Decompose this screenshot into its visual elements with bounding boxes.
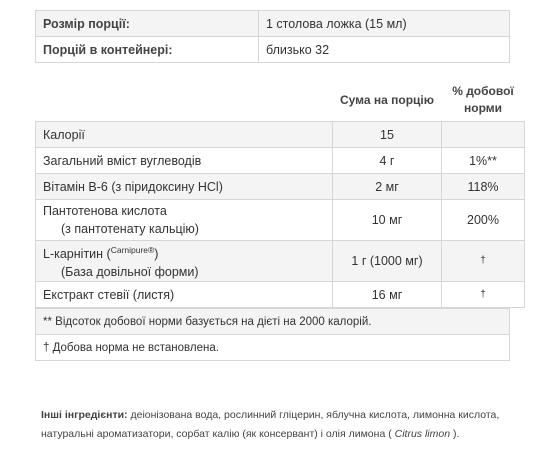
nutrient-dv: †: [442, 241, 525, 282]
nutrient-amount: 2 мг: [333, 174, 442, 200]
servings-per-container-row: [36, 37, 510, 63]
nutrient-row-stevia: [36, 282, 525, 308]
ingredients-end: ).: [452, 428, 460, 440]
nutrient-row-carbohydrates: [36, 148, 525, 174]
nutrient-name: Пантотенова кислота: [43, 204, 167, 218]
nutrition-header-row: [36, 79, 525, 122]
serving-size-row: [36, 11, 510, 37]
nutrient-dv: †: [442, 282, 525, 308]
nutrient-name-cell: [36, 241, 333, 282]
nutrient-source: (з пантотенату кальцію): [61, 222, 199, 236]
serving-size-value: 1 столова ложка (15 мл): [259, 11, 510, 37]
nutrient-name: Екстракт стевії (листя): [36, 282, 333, 308]
footnotes-table: [35, 308, 510, 361]
nutrient-dv: 1%**: [442, 148, 525, 174]
footnote-row: [36, 309, 510, 335]
nutrient-name-cell: [36, 200, 333, 241]
ingredients-text: деіонізована вода, рослинний гліцерин, яблучна кислота, лимонна кислота, натуральні ароматизатори, сорбат калію (як консервант) і олія лимона (: [41, 409, 500, 440]
serving-info-table: [35, 10, 510, 63]
nutrition-table: [35, 79, 525, 308]
header-amount: Сума на порцію: [333, 79, 442, 122]
nutrient-amount: 15: [333, 122, 442, 148]
nutrient-dv: 200%: [442, 200, 525, 241]
serving-size-label: Розмір порції:: [36, 11, 259, 37]
nutrient-dv: [442, 122, 525, 148]
other-ingredients: [41, 406, 511, 444]
nutrient-row-l-carnitine: [36, 241, 525, 282]
brand-mark: Carnipure®: [110, 245, 155, 255]
nutrient-source: (База довільної форми): [61, 265, 199, 279]
nutrient-amount: 10 мг: [333, 200, 442, 241]
nutrient-amount: 1 г (1000 мг): [333, 241, 442, 282]
ingredients-latin-name: Citrus limon: [391, 428, 453, 440]
footnote-row: [36, 335, 510, 361]
footnote-daily-value: ** Відсоток добової норми базується на дієті на 2000 калорій.: [36, 309, 510, 335]
nutrient-dv: 118%: [442, 174, 525, 200]
ingredients-label: Інші інгредієнти:: [41, 409, 128, 421]
nutrient-name: L-карнітин (: [43, 247, 111, 261]
servings-per-container-label: Порцій в контейнері:: [36, 37, 259, 63]
nutrient-row-pantothenic-acid: [36, 200, 525, 241]
header-blank: [36, 79, 333, 122]
nutrient-amount: 4 г: [333, 148, 442, 174]
nutrient-name-end: ): [154, 247, 159, 261]
supplement-facts: [35, 10, 514, 361]
servings-per-container-value: близько 32: [259, 37, 510, 63]
nutrient-row-calories: [36, 122, 525, 148]
footnote-not-established: † Добова норма не встановлена.: [36, 335, 510, 361]
header-daily-value: % добової норми: [442, 79, 525, 122]
spacer: [35, 63, 510, 79]
nutrient-amount: 16 мг: [333, 282, 442, 308]
nutrient-name: Загальний вміст вуглеводів: [36, 148, 333, 174]
nutrient-row-vitamin-b6: [36, 174, 525, 200]
nutrient-name: Вітамін B-6 (з піридоксину HCl): [36, 174, 333, 200]
nutrient-name: Калорії: [36, 122, 333, 148]
